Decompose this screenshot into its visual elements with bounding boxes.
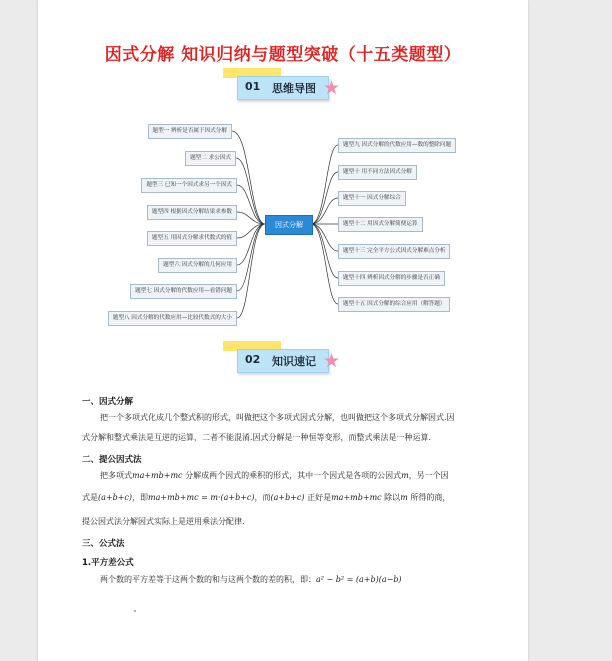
mindmap-node-left-7: 题型七 因式分解的代数应用—看错问题 [130, 284, 237, 299]
heading-common-factor: 二、提公因式法 [82, 455, 142, 465]
mindmap-node-right-5: 题型十三 完全平方公式因式分解难点分析 [338, 244, 450, 259]
heading-difference-of-squares: 1.平方差公式 [82, 558, 134, 568]
mindmap-node-right-4: 题型十二 用因式分解简便运算 [338, 217, 423, 232]
document-page [38, 0, 528, 661]
connector-left-8 [237, 224, 265, 318]
section-number: 01 [245, 80, 261, 93]
mindmap-node-left-6: 题型六 因式分解的几何应用 [158, 258, 237, 273]
star-icon: ★ [323, 350, 341, 372]
paragraph-definition-line1: 把一个多项式化成几个整式积的形式，叫做把这个多项式因式分解，也叫做把这个多项式分解因式.因 [100, 413, 455, 422]
mindmap-node-left-8: 题型八 因式分解的代数应用—比较代数式的大小 [108, 311, 237, 326]
mindmap-node-left-4: 题型四 根据因式分解结果求参数 [147, 205, 237, 220]
mindmap-node-right-7: 题型十五 因式分解的综合应用（解答题） [338, 297, 450, 312]
connector-left-2 [236, 158, 265, 224]
mindmap-center-node: 因式分解 [265, 215, 313, 235]
mindmap-node-right-3: 题型十一 因式分解综合 [338, 191, 406, 206]
section-number: 02 [245, 353, 261, 366]
mindmap-node-right-1: 题型九 因式分解的代数应用—数的整除问题 [338, 138, 456, 153]
star-icon: ★ [323, 77, 341, 99]
heading-formula-method: 三、公式法 [82, 539, 125, 549]
mindmap-node-left-1: 题型一 辨析是否属于因式分解 [148, 124, 233, 139]
section-banner-knowledge [237, 349, 349, 373]
mindmap-node-right-2: 题型十 用不同方法因式分解 [338, 165, 417, 180]
connector-right-2 [311, 172, 338, 224]
paragraph-difference-of-squares: 两个数的平方差等于这两个数的和与这两个数的差的积，即：a² − b² = (a+b)(a−b) [100, 575, 402, 584]
connector-right-6 [311, 224, 338, 278]
section-label: 知识速记 [272, 355, 316, 368]
mindmap-node-left-5: 题型五 用因式分解求代数式的值 [147, 231, 237, 246]
mindmap-node-right-6: 题型十四 辨析因式分解的步骤是否正确 [338, 271, 445, 286]
heading-factorization: 一、因式分解 [82, 397, 134, 407]
section-label: 思维导图 [272, 82, 316, 95]
connector-right-1 [311, 145, 338, 224]
mindmap-node-left-2: 题型二 求公因式 [185, 151, 236, 166]
speck [134, 610, 136, 612]
connector-left-3 [237, 185, 265, 224]
paragraph-common-factor-line2: 式是(a+b+c)，即ma+mb+mc = m·(a+b+c)，而(a+b+c) 正好是ma+mb+mc 除以m 所得的商， [82, 493, 451, 502]
mindmap-node-left-3: 题型三 已知一个因式求另一个因式 [141, 178, 237, 193]
paragraph-common-factor-line1: 把多项式ma+mb+mc 分解成两个因式的乘积的形式，其中一个因式是各项的公因式m，另一个因 [100, 471, 449, 480]
connector-left-7 [237, 224, 265, 291]
paragraph-common-factor-line3: 提公因式法分解因式实际上是逆用乘法分配律. [82, 517, 245, 526]
paragraph-definition-line2: 式分解和整式乘法是互逆的运算，二者不能混淆.因式分解是一种恒等变形，而整式乘法是一种运算. [82, 433, 432, 442]
document-title: 因式分解 知识归纳与题型突破（十五类题型） [104, 45, 462, 65]
